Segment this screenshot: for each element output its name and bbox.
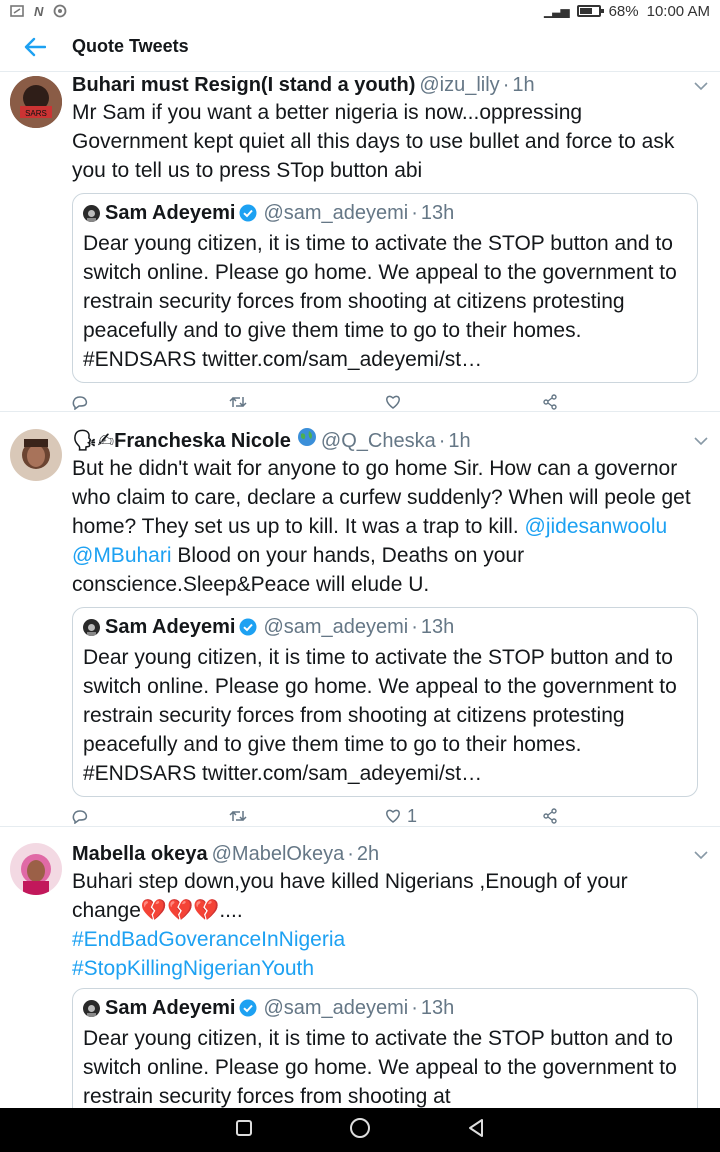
share-button[interactable]	[542, 394, 699, 410]
separator-dot: ·	[502, 74, 510, 96]
quoted-tweet-time: 13h	[420, 997, 455, 1019]
clock: 10:00 AM	[646, 2, 710, 20]
separator-dot: ·	[411, 997, 418, 1019]
share-icon	[542, 394, 558, 410]
hashtag-link[interactable]: #StopKillingNigerianYouth	[72, 957, 315, 980]
quoted-tweet-text: Dear young citizen, it is time to activate the STOP button and to switch online. Please go home. We appeal to the government to restrain security forces from shooting at	[83, 1027, 677, 1108]
quoted-tweet-card[interactable]	[72, 193, 698, 383]
quoted-author-handle: @sam_adeyemi	[263, 616, 409, 638]
tweet[interactable]	[0, 412, 720, 827]
author-name[interactable]: Mabella okeya	[72, 843, 208, 865]
author-handle[interactable]: @izu_lily	[419, 74, 500, 96]
avatar[interactable]	[10, 843, 62, 895]
chevron-down-icon[interactable]	[694, 78, 708, 96]
like-button[interactable]	[385, 395, 542, 409]
status-bar	[0, 0, 720, 22]
tweet-header	[72, 427, 698, 454]
back-arrow-icon[interactable]	[10, 22, 60, 72]
tweet-text: Buhari step down,you have killed Nigerians ,Enough of your change💔💔💔....	[72, 870, 628, 922]
share-button[interactable]	[542, 808, 699, 824]
circle-icon	[349, 1117, 371, 1139]
avatar[interactable]	[10, 429, 62, 481]
quoted-avatar	[83, 205, 100, 222]
separator-dot: ·	[411, 616, 418, 638]
verified-badge-icon	[239, 204, 257, 222]
tweet-text-body: But he didn't wait for anyone to go home Sir. How can a governor who claim to care, declare a curfew suddenly? When will peole get home? They set us up to kill. It was a trap to kill.	[72, 457, 691, 538]
screenshot-icon	[10, 5, 24, 17]
like-count: 1	[407, 805, 418, 826]
quoted-tweet-text: Dear young citizen, it is time to activate the STOP button and to switch online. Please go home. We appeal to the government to restrain security forces from shooting at citizens protesting peacefully and to give them time to go to their homes. #ENDSARS twitter.com/sam_adeyemi/st…	[83, 646, 677, 785]
quoted-avatar	[83, 619, 100, 636]
tweet-text	[72, 454, 698, 599]
retweet-icon	[229, 395, 247, 409]
system-nav-bar	[0, 1108, 720, 1152]
battery-percent: 68%	[608, 2, 639, 20]
home-button[interactable]	[349, 1117, 371, 1144]
tweet-text-tail: Blood on your hands, Deaths on your conscience.Sleep&Peace will elude U.	[72, 544, 525, 596]
verified-badge-icon	[239, 999, 257, 1017]
author-name[interactable]: Buhari must Resign(I stand a youth)	[72, 74, 416, 96]
reply-icon	[72, 809, 88, 824]
quoted-author-name: Sam Adeyemi	[105, 202, 236, 224]
tweet-header	[72, 841, 698, 867]
quoted-tweet-header	[83, 200, 687, 226]
like-button[interactable]	[385, 806, 542, 827]
hashtag-link[interactable]: #EndBadGoveranceInNigeria	[72, 928, 346, 951]
separator-dot: ·	[438, 430, 446, 452]
author-handle[interactable]: @MabelOkeya	[211, 843, 345, 865]
app-swirl-icon	[53, 4, 67, 18]
quoted-tweet-text: Dear young citizen, it is time to activate the STOP button and to switch online. Please go home. We appeal to the government to restrain security forces from shooting at citizens protesting peacefully and to give them time to go to their homes. #ENDSARS twitter.com/sam_adeyemi/st…	[83, 232, 677, 371]
heart-icon	[385, 395, 401, 409]
app-header	[0, 22, 720, 72]
back-button[interactable]	[467, 1118, 485, 1143]
tweet[interactable]	[0, 827, 720, 1108]
quoted-tweet-card[interactable]	[72, 988, 698, 1108]
retweet-button[interactable]	[229, 395, 386, 409]
separator-dot: ·	[347, 843, 354, 865]
quoted-author-handle: @sam_adeyemi	[263, 202, 409, 224]
tweet-text: Mr Sam if you want a better nigeria is now...oppressing Government kept quiet all this days to use bullet and force to ask you to tell us to press STop button abi	[72, 101, 675, 182]
tweet-header	[72, 72, 698, 98]
quoted-author-name: Sam Adeyemi	[105, 616, 236, 638]
signal-icon: ▁▃▅	[543, 4, 569, 18]
triangle-back-icon	[467, 1118, 485, 1138]
avatar[interactable]	[10, 76, 62, 128]
chevron-down-icon[interactable]	[694, 433, 708, 451]
quoted-tweet-time: 13h	[420, 616, 455, 638]
verified-badge-icon	[239, 618, 257, 636]
separator-dot: ·	[411, 202, 418, 224]
retweet-icon	[229, 809, 247, 823]
retweet-button[interactable]	[229, 809, 386, 823]
status-right	[544, 3, 710, 20]
quoted-author-name: Sam Adeyemi	[105, 997, 236, 1019]
author-handle[interactable]: @Q_Cheska	[320, 430, 436, 452]
heart-icon	[385, 809, 401, 823]
status-notification-icons	[10, 4, 67, 19]
tweet-time: 1h	[512, 74, 535, 96]
app-n-icon: N	[34, 3, 44, 19]
battery-icon	[577, 5, 601, 17]
mention-link[interactable]: @MBuhari	[72, 544, 172, 567]
quoted-tweet-header	[83, 614, 687, 640]
share-icon	[542, 808, 558, 824]
quoted-tweet-time: 13h	[420, 202, 455, 224]
page-title: Quote Tweets	[72, 36, 189, 56]
quoted-author-handle: @sam_adeyemi	[263, 997, 409, 1019]
tweet-time: 1h	[448, 430, 471, 452]
reply-button[interactable]	[72, 809, 229, 824]
square-icon	[235, 1119, 253, 1137]
quote-tweets-feed[interactable]	[0, 72, 720, 1108]
tweet[interactable]	[0, 72, 720, 412]
mention-link[interactable]: @jidesanwoolu	[524, 515, 668, 538]
quoted-tweet-card[interactable]	[72, 607, 698, 797]
reply-button[interactable]	[72, 395, 229, 410]
globe-emoji-icon	[297, 427, 317, 447]
tweet-time: 2h	[356, 843, 380, 865]
quoted-tweet-header	[83, 995, 687, 1021]
author-name[interactable]: 🗣✍Francheska Nicole	[72, 430, 291, 452]
recents-button[interactable]	[235, 1119, 253, 1142]
reply-icon	[72, 395, 88, 410]
chevron-down-icon[interactable]	[694, 847, 708, 865]
svg-text:SARS: SARS	[25, 109, 47, 118]
quoted-avatar	[83, 1000, 100, 1017]
